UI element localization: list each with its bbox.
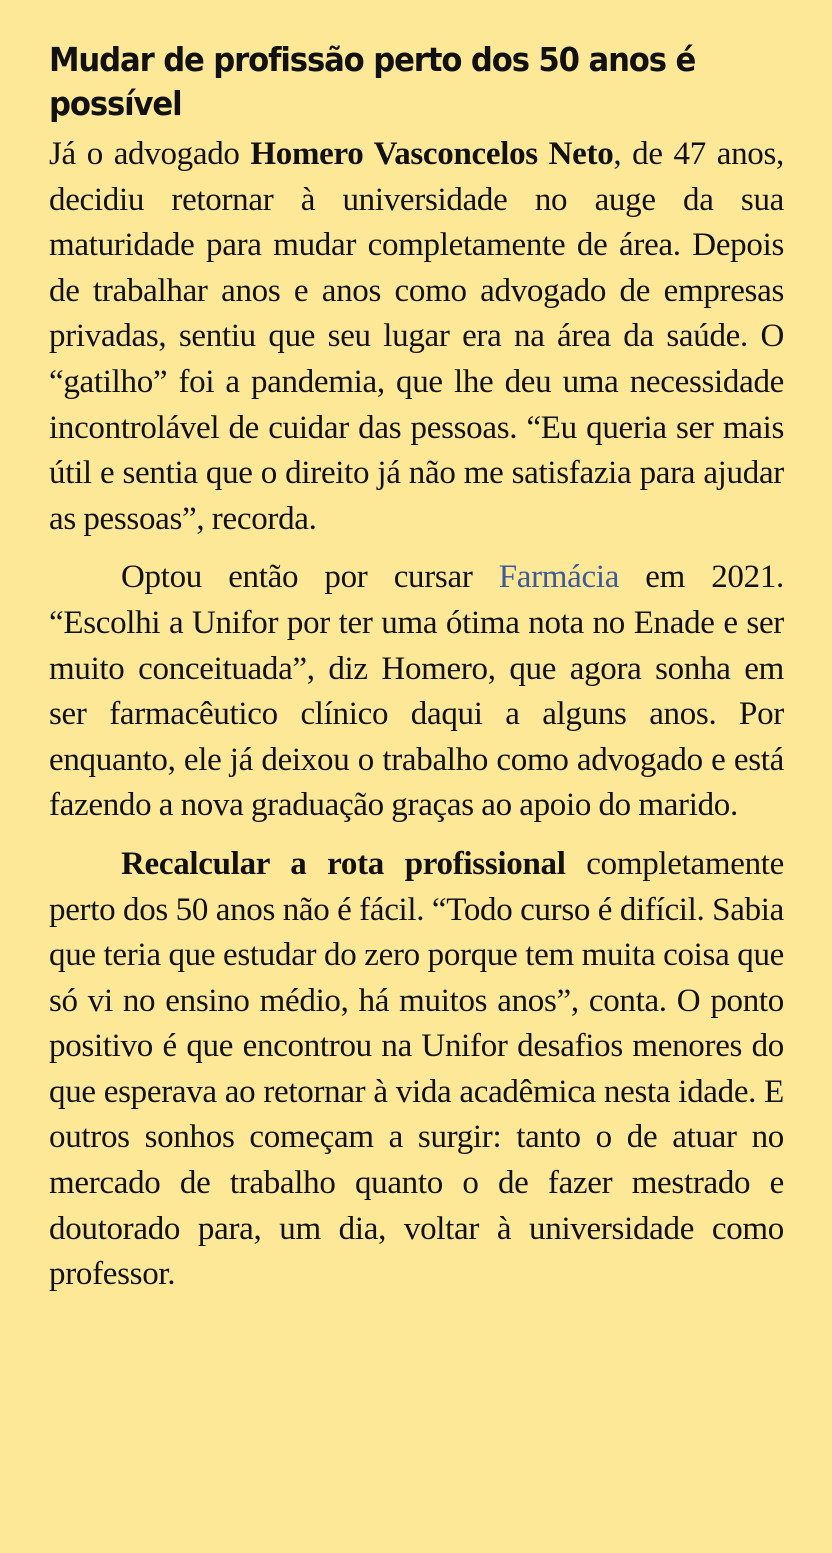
paragraph-2 [49, 555, 784, 829]
paragraph-1-body: , de 47 anos, decidiu retornar à universidade no auge da sua maturidade para mudar completamente de área. Depois de trabalhar anos e anos como advogado de empresas privadas, sentiu que seu lugar era na área da saúde. O “gatilho” foi a pandemia, que lhe deu uma necessidade incontrolável de cuidar das pessoas. “Eu queria ser mais útil e sentia que o direito já não me satisfazia para ajudar as pessoas”, recorda. [49, 136, 784, 537]
farmacia-link[interactable]: Farmácia [498, 559, 620, 596]
paragraph-3-lead: Recalcular a rota profissional [121, 845, 566, 882]
article-title: Mudar de profissão perto dos 50 anos é possível [49, 40, 696, 123]
person-name: Homero Vasconcelos Neto [250, 136, 614, 172]
paragraph-1-intro: Já o advogado [49, 136, 251, 172]
paragraph-3 [49, 842, 784, 1298]
paragraph-3-body: completamente perto dos 50 anos não é fácil. “Todo curso é difícil. Sabia que teria que estudar do zero porque tem muita coisa que só vi no ensino médio, há muitos anos”, conta. O ponto positivo é que encontrou na Unifor desafios menores do que esperava ao retornar à vida acadêmica nesta idade. E outros sonhos começam a surgir: tanto o de atuar no mercado de trabalho quanto o de fazer mestrado e doutorado para, um dia, voltar à universidade como professor. [49, 845, 784, 1293]
paragraph-2-intro: Optou então por cursar [121, 559, 499, 596]
paragraph-2-body: em 2021. “Escolhi a Unifor por ter uma ótima nota no Enade e ser muito conceituada”, diz Homero, que agora sonha em ser farmacêutico clínico daqui a alguns anos. Por enquanto, ele já deixou o trabalho como advogado e está fazendo a nova graduação graças ao apoio do marido. [49, 559, 784, 824]
paragraph-1 [49, 132, 784, 542]
